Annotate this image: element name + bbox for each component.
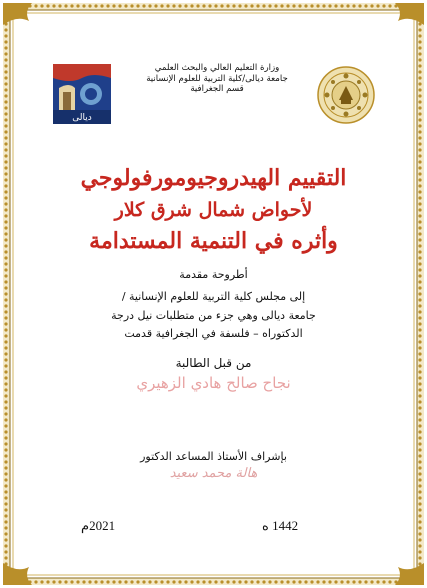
ministry-header — [122, 63, 312, 95]
logo-text: ديالى — [72, 113, 92, 123]
department-line: قسم الجغرافية — [190, 84, 244, 94]
student-name: نجاح صالح هادي الزهيري — [136, 374, 291, 392]
submission-line-3: الدكتوراه – فلسفة في الجغرافية قدمت — [124, 327, 303, 340]
thesis-title-line-1: التقييم الهيدروجيومورفولوجي — [80, 165, 347, 191]
supervisor-label: بإشراف الأستاذ المساعد الدكتور — [140, 450, 287, 463]
university-logo — [53, 64, 111, 124]
submission-line-1: إلى مجلس كلية التربية للعلوم الإنسانية / — [121, 290, 306, 303]
submission-heading: أطروحة مقدمة — [179, 268, 248, 281]
supervisor-name: هالة محمد سعيد — [169, 466, 258, 481]
student-label: من قبل الطالبة — [175, 356, 252, 370]
thesis-title-line-2: لأحواض شمال شرق كلار — [114, 199, 313, 221]
thesis-title-line-3: وأثره في التنمية المستدامة — [89, 228, 338, 254]
gregorian-date: 2021م — [81, 518, 116, 533]
college-seal-logo — [317, 66, 375, 124]
submission-line-2: جامعة ديالى وهي جزء من متطلبات نيل درجة — [111, 309, 316, 322]
hijri-date: 1442 ه — [262, 518, 299, 533]
ministry-line: وزارة التعليم العالي والبحث العلمي — [154, 63, 280, 73]
college-line: جامعة ديالى/كلية التربية للعلوم الإنسانية — [146, 73, 288, 84]
